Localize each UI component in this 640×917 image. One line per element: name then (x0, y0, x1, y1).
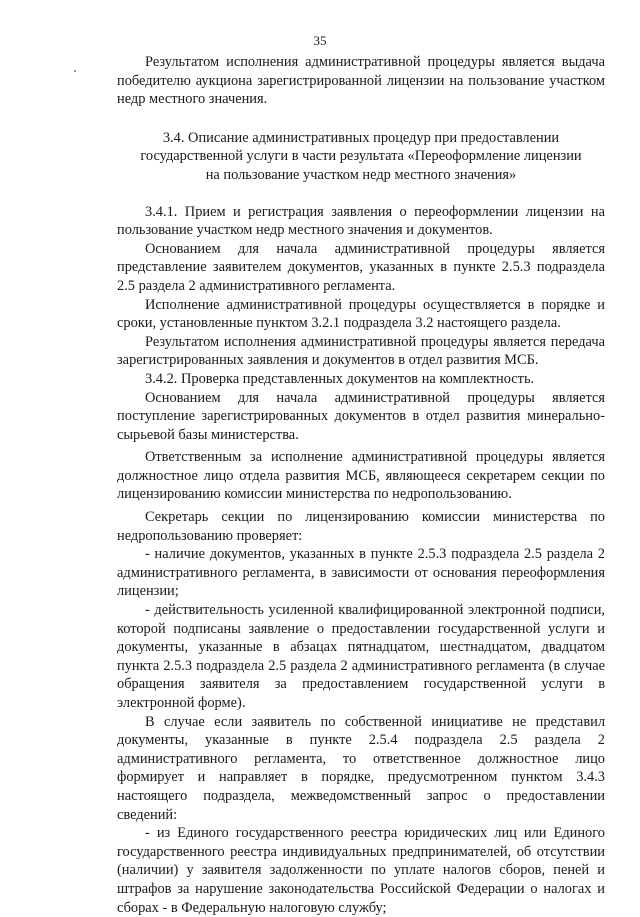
paragraph: 3.4.2. Проверка представленных документов на комплектность. (145, 370, 535, 387)
paragraph: Ответственным за исполнение административной процедуры является должностное лицо отдела развития МСБ, являющееся секретарем секции по лицензированию комиссии министерства по недропользованию. (117, 449, 605, 503)
page-number: 35 (313, 33, 327, 48)
paragraph: В случае если заявитель по собственной инициативе не представил документы, указанные в пункте 2.5.4 подраздела 2.5 раздела 2 административного регламента, то ответственное должностное лицо формирует и направляет в порядке, предусмотренном пунктом 3.4.3 настоящего подраздела, межведомственный запрос о предоставлении сведений: (117, 713, 605, 823)
paragraph: Результатом исполнения административной процедуры является передача зарегистрированных заявления и документов в отдел развития МСБ. (117, 333, 605, 369)
heading-line-2: государственной услуги в части результата «Переоформление лицензии (140, 148, 582, 165)
paragraph: Секретарь секции по лицензированию комиссии министерства по недропользованию проверяет: (117, 509, 605, 544)
document-body (117, 53, 605, 917)
list-item: - наличие документов, указанных в пункте 2.5.3 подраздела 2.5 раздела 2 административного регламента, в зависимости от основания переоформления лицензии; (117, 546, 605, 600)
heading-line-1: 3.4. Описание административных процедур при предоставлении (162, 129, 560, 146)
list-item: - из Единого государственного реестра юридических лиц или Единого государственного реестра индивидуальных предпринимателей, об отсутствии (наличии) у заявителя задолженности по уплате налогов сборов, пеней и штрафов за нарушение законодательства Российской Федерации о налогах и сборах - в Федеральную налоговую службу; (117, 825, 605, 916)
heading-line-3: на пользование участком недр местного значения» (205, 166, 517, 183)
section-heading (117, 129, 605, 185)
paragraph: Исполнение административной процедуры осуществляется в порядке и сроки, установленные пунктом 3.2.1 подраздела 3.2 настоящего раздела. (117, 296, 605, 332)
list-item: - действительность усиленной квалифицированной электронной подписи, которой подписаны заявление о предоставлении государственной услуги и документы, указанные в абзацах пятнадцатом, шестнадцатом, двадцатом пункта 2.5.3 подраздела 2.5 раздела 2 административного регламента (в случае обращения заявителя за предоставлением государственной услуги в электронной форме). (117, 602, 605, 711)
scan-speck (74, 70, 76, 72)
paragraph-intro: Результатом исполнения административной процедуры является выдача победителю аукциона зарегистрированной лицензии на пользование участком недр местного значения. (117, 54, 605, 108)
paragraph: Основанием для начала административной процедуры является поступление зарегистрированных документов в отдел развития минерально-сырьевой базы министерства. (117, 389, 605, 443)
paragraph: Основанием для начала административной процедуры является представление заявителем документов, указанных в пункте 2.5.3 подраздела 2.5 раздела 2 административного регламента. (117, 240, 605, 294)
paragraph: 3.4.1. Прием и регистрация заявления о переоформлении лицензии на пользование участком недр местного значения и документов. (117, 203, 605, 239)
